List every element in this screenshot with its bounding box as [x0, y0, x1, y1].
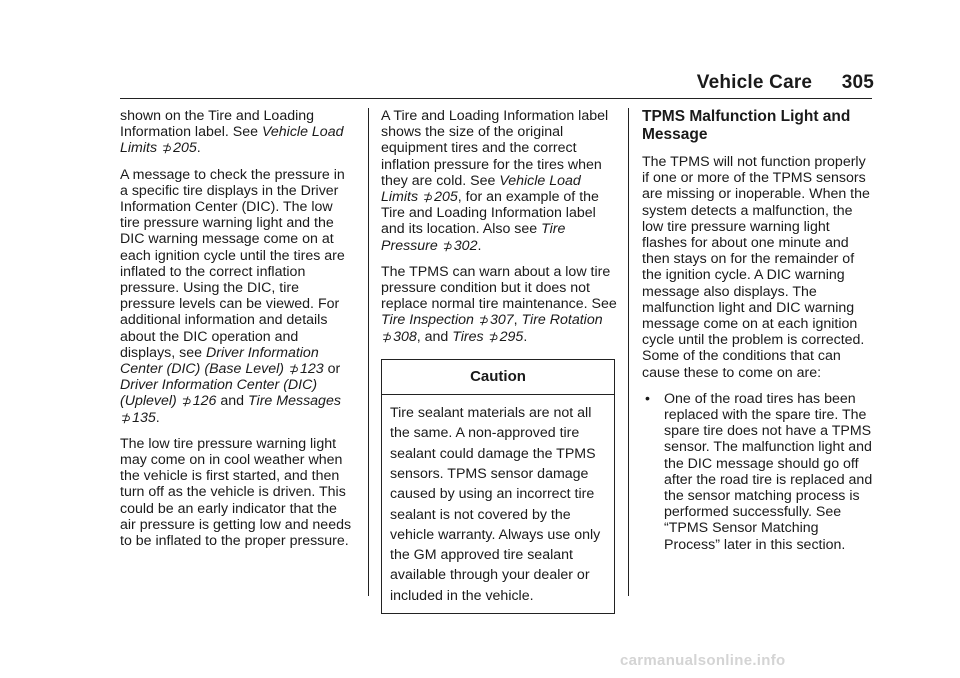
column-divider: [368, 108, 369, 596]
cross-reference-link[interactable]: Tire Pressure: [381, 221, 566, 254]
caution-box: [381, 359, 615, 614]
list-item-text: One of the road tires has been replaced with the spare tire. The spare tire does not have a TPMS sensor. The malfunction light and the DIC message should go off after the road tire is replaced and the sensor matching process is performed successfully. See “TPMS Sensor Matching Process” later in this section.: [664, 390, 873, 553]
text: A Tire and Loading Information label shows the size of the original equipment tires and the correct inflation pressure for the tires when they are cold. See: [381, 108, 609, 189]
paragraph: The TPMS can warn about a low tire pressure condition but it does not replace normal tire maintenance. See Tire Inspection ⊅307, Tire Rotation ⊅308, and Tires ⊅295.: [381, 263, 617, 345]
cross-reference-link[interactable]: Tires: [452, 328, 484, 345]
page-reference-arrow-icon: ⊅: [478, 313, 489, 328]
page-reference[interactable]: 308: [393, 328, 417, 345]
paragraph: The TPMS will not function properly if one or more of the TPMS sensors are missing or inoperable. When the system detects a malfunction, the low tire pressure warning light flashes for about one minute and then stays on for the remainder of the ignition cycle. A DIC warning message also displays. The malfunction light and DIC warning message come on at each ignition cycle until the problem is corrected. Some of the conditions that can cause these to come on are:: [642, 154, 870, 381]
column-2: [381, 108, 617, 614]
page-reference-arrow-icon: ⊅: [181, 394, 192, 409]
text: , for an example of the Tire and Loading Information label and its location. Also see: [381, 189, 599, 238]
cross-reference-link[interactable]: Vehicle Load Limits: [381, 172, 581, 206]
caution-body: Tire sealant materials are not all the same. A non-approved tire sealant could damage the TPMS sensors. TPMS sensor damage caused by using an incorrect tire sealant is not covered by the vehicle warranty. Always use only the GM approved tire sealant available through your dealer or included in the vehicle.: [390, 405, 601, 604]
page-reference-arrow-icon: ⊅: [488, 329, 499, 344]
cross-reference-link[interactable]: Tire Rotation: [521, 312, 603, 329]
paragraph: shown on the Tire and Loading Information label. See Vehicle Load Limits ⊅205.: [120, 108, 344, 157]
page-reference-arrow-icon: ⊅: [423, 190, 434, 205]
list-item: [642, 391, 874, 553]
page-number: 305: [841, 72, 874, 93]
page-reference[interactable]: 302: [453, 237, 478, 254]
caution-title: Caution: [382, 360, 614, 395]
page-reference[interactable]: 307: [489, 312, 514, 329]
paragraph: The low tire pressure warning light may come on in cool weather when the vehicle is first started, and then turn off as the vehicle is driven. This could be an early indicator that the air pressure is getting low and needs to be inflated to the proper pressure.: [120, 435, 352, 550]
bullet-list: [642, 391, 874, 553]
cross-reference-link[interactable]: Driver Information Center (DIC) (Uplevel): [120, 377, 318, 410]
text: A message to check the pressure in a specific tire displays in the Driver Information Center (DIC). The low tire pressure warning light and the DIC warning message come on at each ignition cycle until the tires are inflated to the correct inflation pressure. Using the DIC, tire pressure levels can be viewed. For additional information and details about the DIC operation and displays, see: [120, 166, 345, 361]
text: The TPMS can warn about a low tire pressure condition but it does not replace normal tire maintenance. See: [381, 263, 617, 313]
text: shown on the Tire and Loading Information label. See: [120, 108, 315, 141]
cross-reference-link[interactable]: Tire Messages: [248, 393, 341, 410]
header-rule: [120, 98, 872, 99]
page-reference-arrow-icon: ⊅: [442, 238, 453, 253]
paragraph: A Tire and Loading Information label shows the size of the original equipment tires and the correct inflation pressure for the tires when they are cold. See Vehicle Load Limits ⊅205, for an example of the Tire and Loading Information label and its location. Also see Tire Pressure ⊅302.: [381, 108, 609, 254]
page-reference-arrow-icon: ⊅: [121, 410, 132, 425]
column-1: [120, 108, 355, 559]
cross-reference-link[interactable]: Driver Information Center (DIC) (Base Level): [120, 344, 319, 378]
page-reference-arrow-icon: ⊅: [162, 141, 173, 156]
section-heading: TPMS Malfunction Light and Message: [642, 108, 851, 143]
page-reference[interactable]: 205: [434, 189, 458, 206]
bullet-icon: •: [645, 390, 650, 407]
text: or: [323, 361, 341, 378]
page-reference[interactable]: 205: [173, 140, 197, 157]
page-reference-arrow-icon: ⊅: [382, 329, 393, 344]
column-3: [642, 108, 874, 553]
paragraph: A message to check the pressure in a specific tire displays in the Driver Information Center (DIC). The low tire pressure warning light and the DIC warning message come on at each ignition cycle until the tires are inflated to the correct inflation pressure. Using the DIC, tire pressure levels can be viewed. For additional information and details about the DIC operation and displays, see Driver Information Center (DIC) (Base Level) ⊅123 or Driver Information Center (DIC) (Uplevel) ⊅126 and Tire Messages ⊅135.: [120, 166, 345, 426]
text: , and: [416, 328, 453, 345]
page-header: [697, 72, 874, 94]
page-reference[interactable]: 295: [499, 328, 524, 345]
section-title: Vehicle Care: [696, 72, 813, 93]
cross-reference-link[interactable]: Vehicle Load Limits: [120, 124, 344, 157]
cross-reference-link[interactable]: Tire Inspection: [381, 312, 474, 329]
page-reference[interactable]: 126: [192, 393, 217, 410]
text: and: [216, 393, 249, 410]
page-reference-arrow-icon: ⊅: [288, 362, 300, 377]
page-reference[interactable]: 123: [300, 361, 324, 378]
watermark: carmanualsonline.info: [620, 652, 786, 669]
column-divider: [628, 108, 629, 596]
page-reference[interactable]: 135: [132, 409, 156, 426]
